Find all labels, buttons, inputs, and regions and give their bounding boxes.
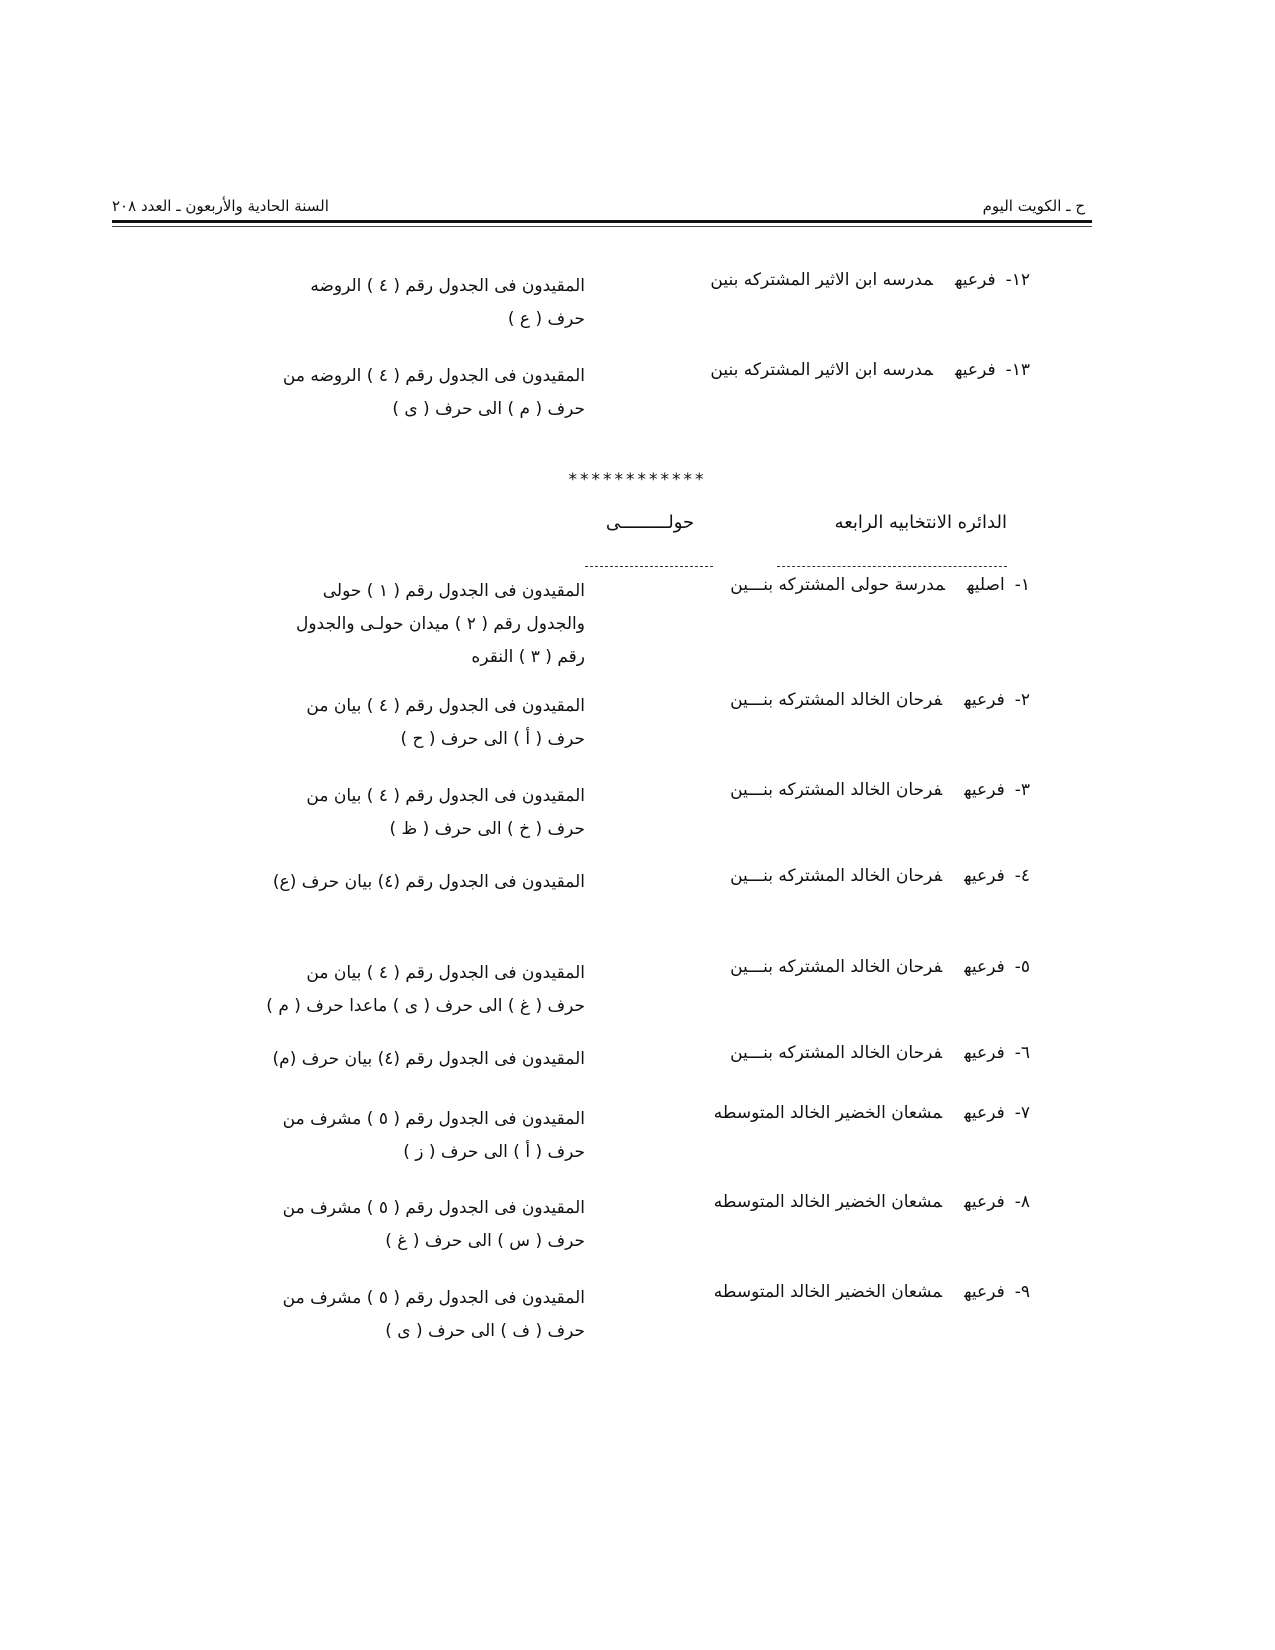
school-name: مدرسه ابن الاثير المشتركه بنين <box>710 360 933 380</box>
school-name: مشعان الخضير الخالد المتوسطه <box>713 1282 943 1302</box>
header-rule <box>112 220 1092 223</box>
school-cell <box>645 1103 1030 1123</box>
entry-number: ١٢- <box>1005 270 1030 290</box>
school-name: فرحان الخالد المشتركه بنـــين <box>730 957 943 977</box>
list-item <box>170 690 1030 780</box>
entry-kind: فرعيه <box>954 270 996 290</box>
school-cell <box>645 1282 1030 1302</box>
voters-cell <box>170 1192 585 1258</box>
voters-line: رقم ( ٣ ) النقره <box>471 647 585 667</box>
list-item <box>170 360 1030 450</box>
entry-kind: فرعيه <box>954 360 996 380</box>
entry-number: ٣- <box>1014 780 1030 800</box>
voters-line: حرف ( س ) الى حرف ( غ ) <box>385 1231 585 1251</box>
voters-line: المقيدون فى الجدول رقم ( ٥ ) مشرف من <box>282 1198 585 1218</box>
school-name: فرحان الخالد المشتركه بنـــين <box>730 866 943 886</box>
list-item <box>170 1282 1030 1372</box>
section-separator: ************ <box>568 470 707 490</box>
voters-line: حرف ( غ ) الى حرف ( ى ) ماعدا حرف ( م ) <box>266 996 585 1016</box>
school-name: فرحان الخالد المشتركه بنـــين <box>730 690 943 710</box>
entry-number: ١- <box>1014 575 1030 595</box>
header-publication: ح ـ الكويت اليوم <box>982 197 1085 215</box>
voters-cell <box>170 866 585 899</box>
voters-line: المقيدون فى الجدول رقم ( ٤ ) بيان من <box>306 786 585 806</box>
district-underline <box>777 566 1007 567</box>
entry-kind: فرعيه <box>964 1192 1005 1212</box>
school-name: فرحان الخالد المشتركه بنـــين <box>730 1043 943 1063</box>
school-cell <box>645 780 1030 800</box>
voters-line: حرف ( ف ) الى حرف ( ى ) <box>385 1321 585 1341</box>
entry-number: ٨- <box>1014 1192 1030 1212</box>
school-name: مدرسة حولى المشتركه بنـــين <box>730 575 945 595</box>
voters-cell <box>170 690 585 756</box>
voters-line: حرف ( أ ) الى حرف ( ز ) <box>403 1142 585 1162</box>
school-name: مشعان الخضير الخالد المتوسطه <box>713 1103 943 1123</box>
voters-cell <box>170 1282 585 1348</box>
district-area: حولـــــــــى <box>605 512 695 533</box>
voters-cell <box>170 1043 585 1076</box>
school-name: فرحان الخالد المشتركه بنـــين <box>730 780 943 800</box>
school-cell <box>645 957 1030 977</box>
voters-cell <box>170 1103 585 1169</box>
voters-cell <box>170 270 585 336</box>
school-name: مشعان الخضير الخالد المتوسطه <box>713 1192 943 1212</box>
voters-line: المقيدون فى الجدول رقم ( ٤ ) الروضه <box>310 276 585 296</box>
voters-line: المقيدون فى الجدول رقم (٤) بيان حرف (م) <box>272 1049 585 1069</box>
entry-number: ٤- <box>1014 866 1030 886</box>
voters-line: والجدول رقم ( ٢ ) ميدان حولـى والجدول <box>295 614 585 634</box>
area-underline <box>585 566 713 567</box>
entry-kind: فرعيه <box>964 1282 1005 1302</box>
voters-line: حرف ( خ ) الى حرف ( ظ ) <box>389 819 585 839</box>
entry-number: ٦- <box>1014 1043 1030 1063</box>
school-cell <box>645 1043 1030 1063</box>
entry-number: ٢- <box>1014 690 1030 710</box>
district-title: الدائره الانتخابيه الرابعه <box>834 512 1007 533</box>
voters-line: المقيدون فى الجدول رقم ( ٥ ) مشرف من <box>282 1109 585 1129</box>
voters-cell <box>170 780 585 846</box>
voters-line: المقيدون فى الجدول رقم ( ٤ ) الروضه من <box>282 366 585 386</box>
list-item <box>170 270 1030 360</box>
voters-cell <box>170 575 585 674</box>
voters-line: المقيدون فى الجدول رقم ( ١ ) حولى <box>322 581 585 601</box>
voters-line: المقيدون فى الجدول رقم ( ٤ ) بيان من <box>306 963 585 983</box>
list-item <box>170 1192 1030 1282</box>
school-name: مدرسه ابن الاثير المشتركه بنين <box>710 270 933 290</box>
school-cell <box>645 1192 1030 1212</box>
voters-line: المقيدون فى الجدول رقم ( ٤ ) بيان من <box>306 696 585 716</box>
school-cell <box>645 866 1030 886</box>
entry-kind: اصليه <box>966 575 1005 595</box>
header-issue: السنة الحادية والأربعون ـ العدد ٢٠٨ <box>112 197 329 215</box>
school-cell <box>645 575 1030 595</box>
voters-line: حرف ( م ) الى حرف ( ى ) <box>392 399 585 419</box>
entry-kind: فرعيه <box>964 780 1005 800</box>
header-rule-thin <box>112 226 1092 227</box>
school-cell <box>645 360 1030 380</box>
list-item <box>170 866 1030 956</box>
voters-line: حرف ( أ ) الى حرف ( ح ) <box>400 729 585 749</box>
entry-kind: فرعيه <box>964 957 1005 977</box>
voters-cell <box>170 360 585 426</box>
list-item <box>170 575 1030 665</box>
entry-kind: فرعيه <box>964 1043 1005 1063</box>
list-item <box>170 1103 1030 1193</box>
entry-kind: فرعيه <box>964 1103 1005 1123</box>
voters-line: حرف ( ع ) <box>507 309 585 329</box>
entry-number: ٥- <box>1014 957 1030 977</box>
entry-kind: فرعيه <box>964 866 1005 886</box>
list-item <box>170 780 1030 870</box>
entry-number: ٩- <box>1014 1282 1030 1302</box>
voters-cell <box>170 957 585 1023</box>
voters-line: المقيدون فى الجدول رقم ( ٥ ) مشرف من <box>282 1288 585 1308</box>
school-cell <box>645 690 1030 710</box>
school-cell <box>645 270 1030 290</box>
entry-kind: فرعيه <box>964 690 1005 710</box>
list-item <box>170 957 1030 1047</box>
voters-line: المقيدون فى الجدول رقم (٤) بيان حرف (ع) <box>272 872 585 892</box>
entry-number: ١٣- <box>1005 360 1030 380</box>
entry-number: ٧- <box>1014 1103 1030 1123</box>
